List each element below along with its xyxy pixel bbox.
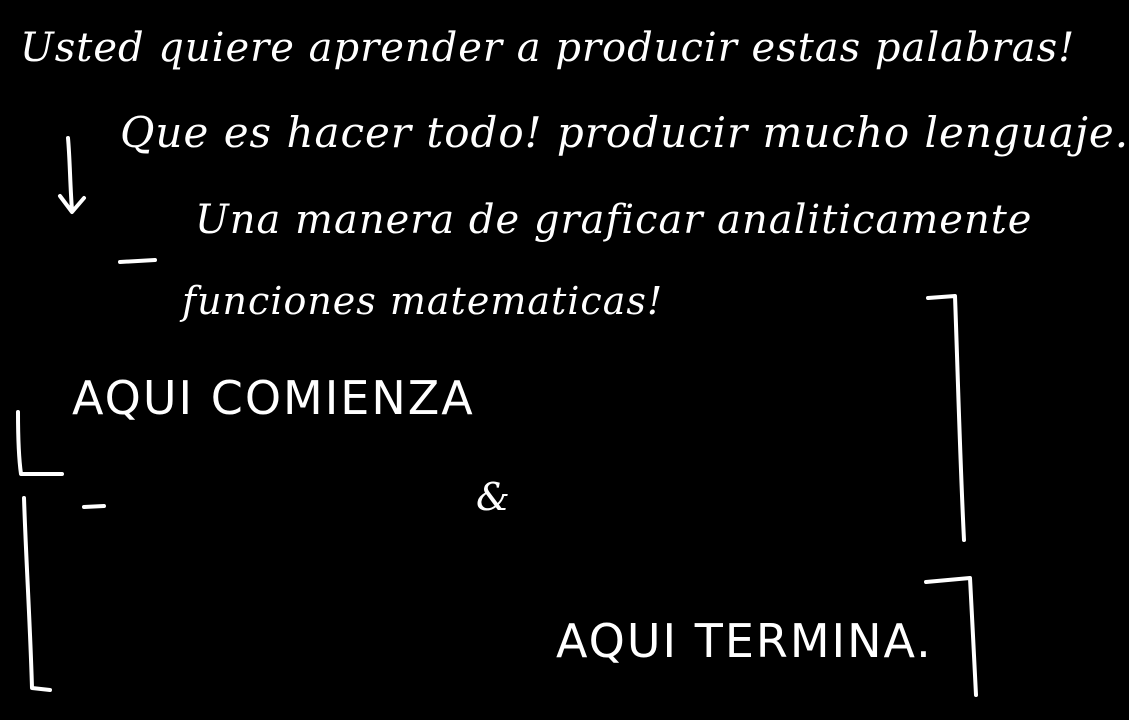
down-arrow-icon (60, 138, 84, 212)
dash-mark (120, 260, 155, 262)
note-line-3: Una manera de graficar analiticamente (195, 197, 1033, 243)
start-marker-label: AQUI COMIENZA (72, 371, 475, 425)
right-bracket-top (928, 296, 964, 540)
note-line-1: Usted quiere aprender a producir estas palabras! (20, 25, 1076, 71)
note-line-4: funciones matematicas! (182, 279, 664, 323)
ampersand-label: & (476, 475, 511, 519)
dash-mark-small (84, 506, 104, 507)
right-bracket-end (926, 578, 976, 695)
left-bracket-start (18, 412, 62, 474)
note-line-2: Que es hacer todo! producir mucho lenguaje. (120, 108, 1129, 157)
left-bracket-lower (24, 498, 50, 690)
end-marker-label: AQUI TERMINA. (556, 614, 933, 668)
